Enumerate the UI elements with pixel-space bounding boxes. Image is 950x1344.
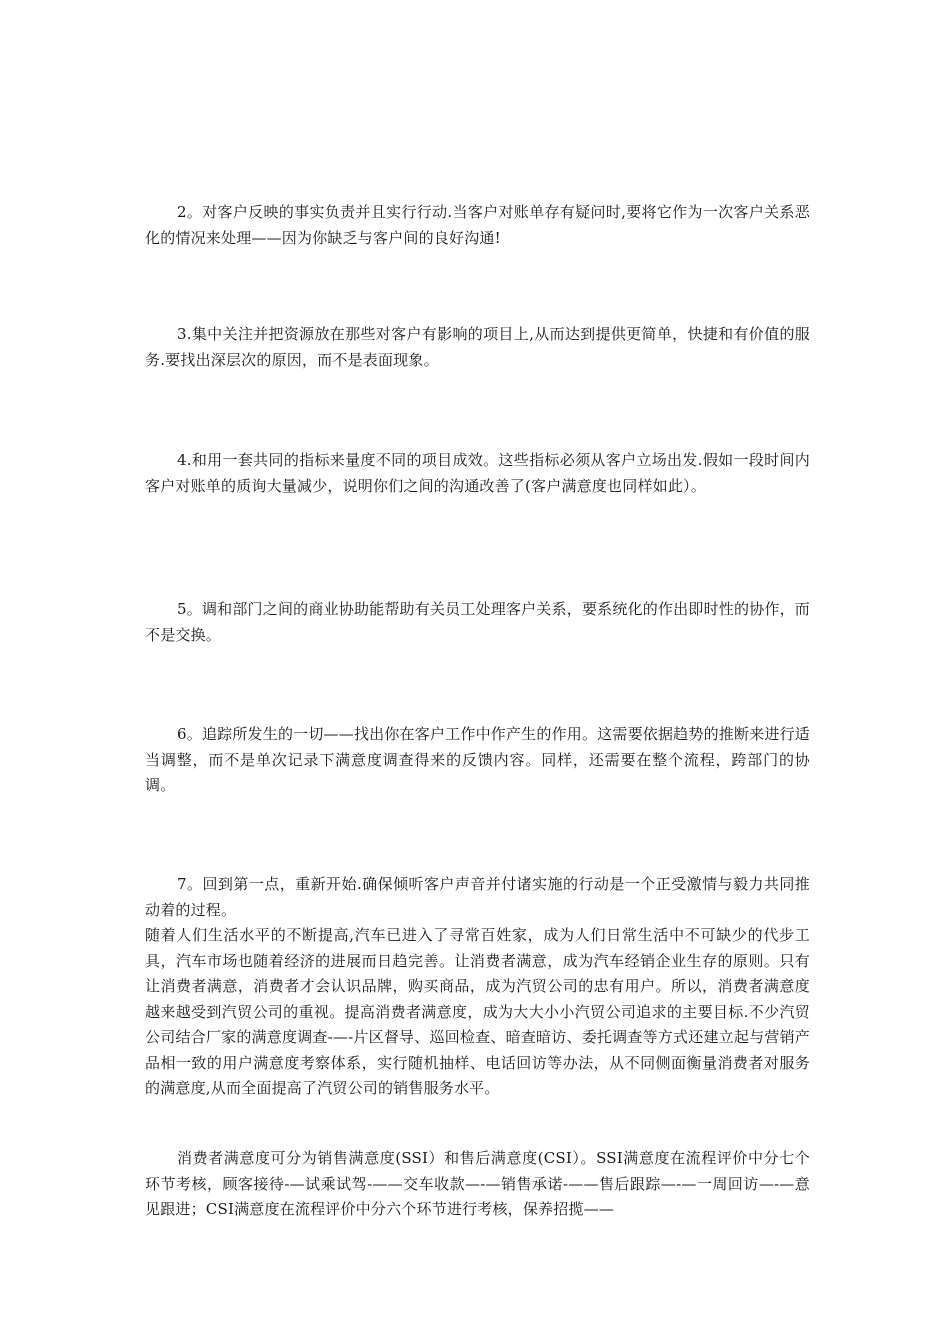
- paragraph-7: 7。回到第一点，重新开始.确保倾听客户声音并付诸实施的行动是一个正受激情与毅力共同推动着的过程。: [145, 875, 810, 919]
- paragraph-3: 3.集中关注并把资源放在那些对客户有影响的项目上,从而达到提供更简单，快捷和有价值的服务.要找出深层次的原因，而不是表面现象。: [145, 325, 810, 369]
- paragraph-2: 2。对客户反映的事实负责并且实行行动.当客户对账单存有疑问时,要将它作为一次客户关系恶化的情况来处理——因为你缺乏与客户间的良好沟通!: [145, 203, 810, 247]
- paragraph-5: 5。调和部门之间的商业协助能帮助有关员工处理客户关系，要系统化的作出即时性的协作，而不是交换。: [145, 600, 810, 644]
- paragraph-4: 4.和用一套共同的指标来量度不同的项目成效。这些指标必须从客户立场出发.假如一段时间内客户对账单的质询大量减少，说明你们之间的沟通改善了(客户满意度也同样如此）。: [145, 451, 810, 495]
- paragraph-6: 6。追踪所发生的一切——找出你在客户工作中作产生的作用。这需要依据趋势的推断来进行适当调整，而不是单次记录下满意度调查得来的反馈内容。同样，还需要在整个流程，跨部门的协调。: [145, 725, 810, 794]
- paragraph-body-satisfaction: 消费者满意度可分为销售满意度(SSI）和售后满意度(CSI）。SSI满意度在流程评价中分七个环节考核，顾客接待-—试乘试驾-——交车收款—-—销售承诺-——售后跟踪—-—一周回访—-—意见跟进；CSI满意度在流程评价中分六个环节进行考核，保养招揽——: [145, 1149, 810, 1218]
- paragraph-body-intro: 随着人们生活水平的不断提高,汽车已进入了寻常百姓家，成为人们日常生活中不可缺少的代步工具，汽车市场也随着经济的进展而日趋完善。让消费者满意，成为汽车经销企业生存的原则。只有让消费者满意，消费者才会认识品牌，购买商品，成为汽贸公司的忠有用户。所以，消费者满意度越来越受到汽贸公司的重视。提高消费者满意度，成为大大小小汽贸公司追求的主要目标.不少汽贸公司结合厂家的满意度调查-—-片区督导、巡回检查、暗查暗访、委托调查等方式还建立起与营销产品相一致的用户满意度考察体系，实行随机抽样、电话回访等办法，从不同侧面衡量消费者对服务的满意度,从而全面提高了汽贸公司的销售服务水平。: [145, 926, 810, 1097]
